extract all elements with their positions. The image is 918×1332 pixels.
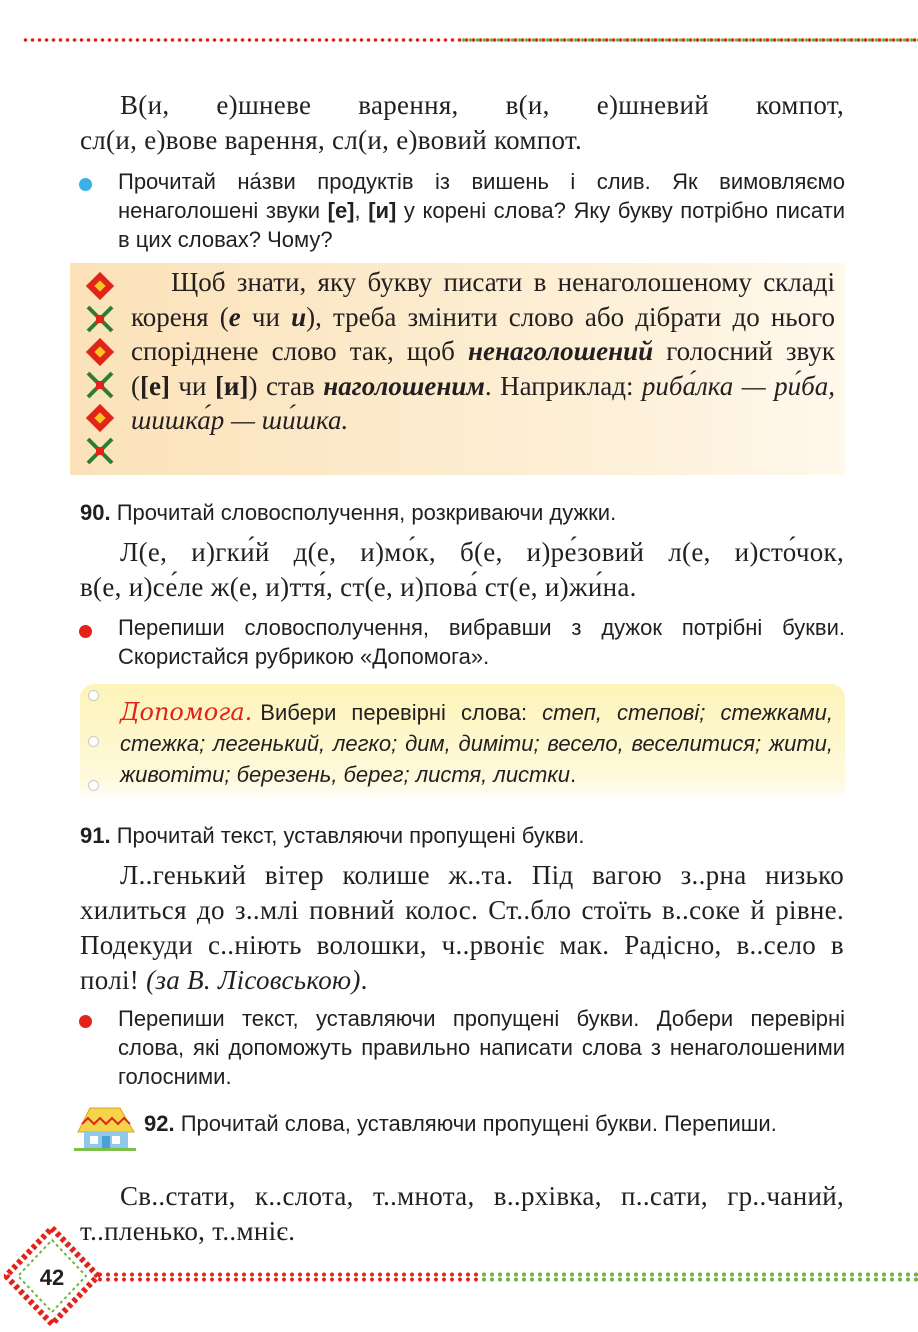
- jam-line-1: В(и, е)шневе варення, в(и, е)шневий компот,: [120, 90, 844, 120]
- help-text: Допомога. Вибери перевірні слова: степ, степові; стежками, стежка; легенький, легко; дим, диміти; весело, веселитися; жити, животіти; березень, берег; листя, листки.: [120, 698, 833, 787]
- exercise-number: 91.: [80, 823, 111, 848]
- task-bullet-red: [79, 1015, 92, 1028]
- exercise-91-task: Перепиши текст, уставляючи пропущені букви. Добери перевірні слова, які допоможуть правильно написати слова з ненаголошеними голосними.: [118, 1006, 845, 1089]
- exercise-90-title: 90. Прочитай словосполучення, розкриваючи дужки.: [80, 500, 617, 525]
- jam-compote-text: [80, 88, 844, 158]
- exercise-90-task: Перепиши словосполучення, вибравши з дужок потрібні букви. Скористайся рубрикою «Допомога».: [118, 615, 845, 669]
- exercise-90-text: Л(е, и)гки́й д(е, и)мо́к, б(е, и)ре́зовий л(е, и)сто́чок, в(е, и)се́ле ж(е, и)ття́, ст(е, и)пова́ ст(е, и)жи́на.: [80, 537, 844, 602]
- task-bullet-red: [79, 625, 92, 638]
- rule-text: Щоб знати, яку букву писати в ненаголошеному складі кореня (е чи и), треба змінити слово або дібрати до нього споріднене слово так, щоб ненаголошений голосний звук ([е] чи [и]) став наголошеним. Наприклад: риба́лка — ри́ба, шишка́р — ши́шка.: [131, 267, 836, 435]
- bottom-border-green: [480, 1272, 918, 1282]
- page-number: 42: [39, 1265, 65, 1290]
- exercise-91-text: Л..генький вітер колише ж..та. Під вагою з..рна низько хилиться до з..млі повний колос. Ст..бло стоїть в..соке й рівне. Подекуди с..ніють волошки, ч..рвоніє мак. Радісно, в..село в полі! (за В. Лісовською).: [80, 860, 844, 995]
- help-label: Допомога.: [120, 698, 253, 726]
- author: (за В. Лісовською): [146, 965, 361, 995]
- exercise-92-title: 92. Прочитай слова, уставляючи пропущені букви. Перепиши.: [144, 1111, 777, 1136]
- sound-e: [е]: [327, 198, 355, 223]
- house-icon: [72, 1106, 138, 1152]
- task-1-text: Прочитай на́зви продуктів із вишень і слив. Як вимовляємо ненаголошені звуки [е], [и] у корені слова? Яку букву потрібно писати в цих словах? Чому?: [118, 169, 845, 252]
- exercise-number: 90.: [80, 500, 111, 525]
- sound-y: [и]: [368, 198, 397, 223]
- task-bullet-blue: [79, 178, 92, 191]
- exercise-number: 92.: [144, 1111, 175, 1136]
- jam-line-2: сл(и, е)вове варення, сл(и, е)вовий компот.: [80, 125, 583, 155]
- exercise-91-title: 91. Прочитай текст, уставляючи пропущені букви.: [80, 823, 585, 848]
- top-border-green: [460, 37, 918, 43]
- ring-icon: [88, 690, 99, 701]
- exercise-92-text: Св..стати, к..слота, т..мнота, в..рхівка, п..сати, гр..чаний, т..пленько, т..мніє.: [80, 1181, 844, 1246]
- embroidery-ornament-icon: [78, 268, 122, 473]
- ring-icon: [88, 780, 99, 791]
- ring-icon: [88, 736, 99, 747]
